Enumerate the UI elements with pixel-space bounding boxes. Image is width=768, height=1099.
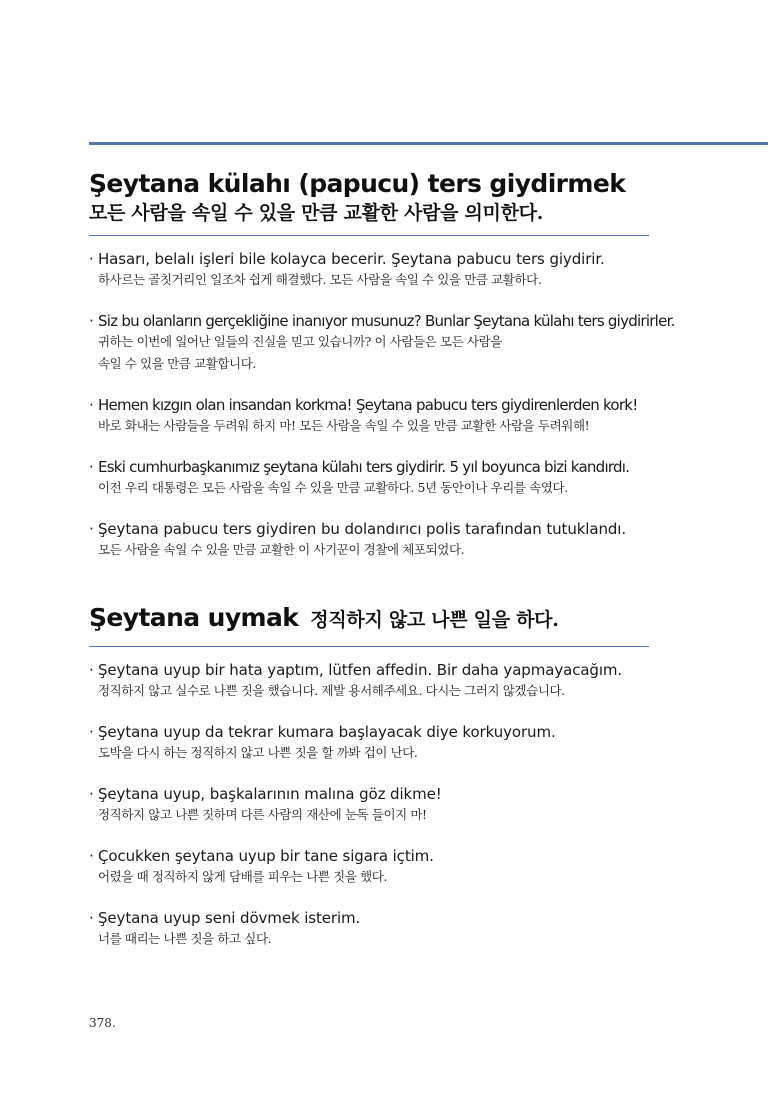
bullet: · bbox=[89, 250, 94, 268]
idiom-title: Şeytana uymak bbox=[89, 603, 299, 632]
example-korean: 귀하는 이번에 일어난 일들의 진실을 믿고 있습니까? 이 사람들은 모든 사람을 bbox=[98, 334, 502, 349]
example-turkish: Şeytana pabucu ters giydiren bu dolandırıcı polis tarafından tutuklandı. bbox=[98, 520, 627, 538]
example-turkish: Hemen kızgın olan insandan korkma! Şeytana pabucu ters giydirenlerden kork! bbox=[98, 396, 638, 414]
example-list bbox=[89, 249, 675, 561]
example-turkish: Çocukken şeytana uyup bir tane sigara içtim. bbox=[98, 847, 434, 865]
idiom-section bbox=[89, 168, 675, 581]
example-turkish: Şeytana uyup da tekrar kumara başlayacak diye korkuyorum. bbox=[98, 723, 556, 741]
example-turkish: Siz bu olanların gerçekliğine inanıyor musunuz? Bunlar Şeytana külahı ters giydirirler. bbox=[98, 312, 675, 330]
example-list bbox=[89, 660, 649, 950]
bullet: · bbox=[89, 458, 94, 476]
section-divider bbox=[89, 646, 649, 647]
example-item bbox=[89, 519, 649, 561]
example-turkish: Şeytana uyup bir hata yaptım, lütfen affedin. Bir daha yapmayacağım. bbox=[98, 661, 623, 679]
example-turkish: Hasarı, belalı işleri bile kolayca becerir. Şeytana pabucu ters giydirir. bbox=[98, 250, 605, 268]
example-korean: 모든 사람을 속일 수 있을 만큼 교활한 이 사기꾼이 경찰에 체포되었다. bbox=[98, 542, 465, 557]
section-divider bbox=[89, 235, 649, 236]
example-korean: 이전 우리 대통령은 모든 사람을 속일 수 있을 만큼 교활하다. 5년 동안이나 우리를 속였다. bbox=[98, 480, 568, 495]
bullet: · bbox=[89, 312, 94, 330]
example-item bbox=[89, 908, 649, 950]
example-turkish: Eski cumhurbaşkanımız şeytana külahı ters giydirir. 5 yıl boyunca bizi kandırdı. bbox=[98, 458, 630, 476]
bullet: · bbox=[89, 847, 94, 865]
bullet: · bbox=[89, 785, 94, 803]
top-rule bbox=[89, 142, 768, 145]
example-item bbox=[89, 784, 649, 826]
example-korean: 너를 때리는 나쁜 짓을 하고 싶다. bbox=[98, 931, 272, 946]
idiom-meaning: 정직하지 않고 나쁜 일을 하다. bbox=[310, 609, 559, 631]
example-korean: 정직하지 않고 실수로 나쁜 짓을 했습니다. 제발 용서해주세요. 다시는 그러지 않겠습니다. bbox=[98, 683, 565, 698]
example-turkish: Şeytana uyup, başkalarının malına göz dikme! bbox=[98, 785, 442, 803]
example-korean: 하사르는 골칫거리인 일조차 쉽게 해결했다. 모든 사람을 속일 수 있을 만큼 교활하다. bbox=[98, 272, 542, 287]
bullet: · bbox=[89, 520, 94, 538]
example-item bbox=[89, 846, 649, 888]
example-korean: 바로 화내는 사람들을 두려워 하지 마! 모든 사람을 속일 수 있을 만큼 교활한 사람을 두려워해! bbox=[98, 418, 590, 433]
bullet: · bbox=[89, 396, 94, 414]
example-korean: 정직하지 않고 나쁜 짓하며 다른 사람의 재산에 눈독 들이지 마! bbox=[98, 807, 427, 822]
idiom-section bbox=[89, 602, 649, 970]
example-korean: 어렸을 때 정직하지 않게 담배를 피우는 나쁜 짓을 했다. bbox=[98, 869, 388, 884]
bullet: · bbox=[89, 909, 94, 927]
example-turkish: Şeytana uyup seni dövmek isterim. bbox=[98, 909, 361, 927]
example-item bbox=[89, 722, 649, 764]
page-number: 378. bbox=[89, 1016, 116, 1030]
example-korean: 속일 수 있을 만큼 교활합니다. bbox=[98, 356, 256, 371]
example-item bbox=[89, 311, 675, 375]
idiom-meaning: 모든 사람을 속일 수 있을 만큼 교활한 사람을 의미한다. bbox=[89, 202, 544, 224]
example-item bbox=[89, 395, 649, 437]
example-korean: 도박을 다시 하는 정직하지 않고 나쁜 짓을 할 까봐 겁이 난다. bbox=[98, 745, 418, 760]
example-item bbox=[89, 249, 649, 291]
bullet: · bbox=[89, 723, 94, 741]
example-item bbox=[89, 457, 649, 499]
bullet: · bbox=[89, 661, 94, 679]
example-item bbox=[89, 660, 649, 702]
idiom-title: Şeytana külahı (papucu) ters giydirmek bbox=[89, 169, 626, 198]
